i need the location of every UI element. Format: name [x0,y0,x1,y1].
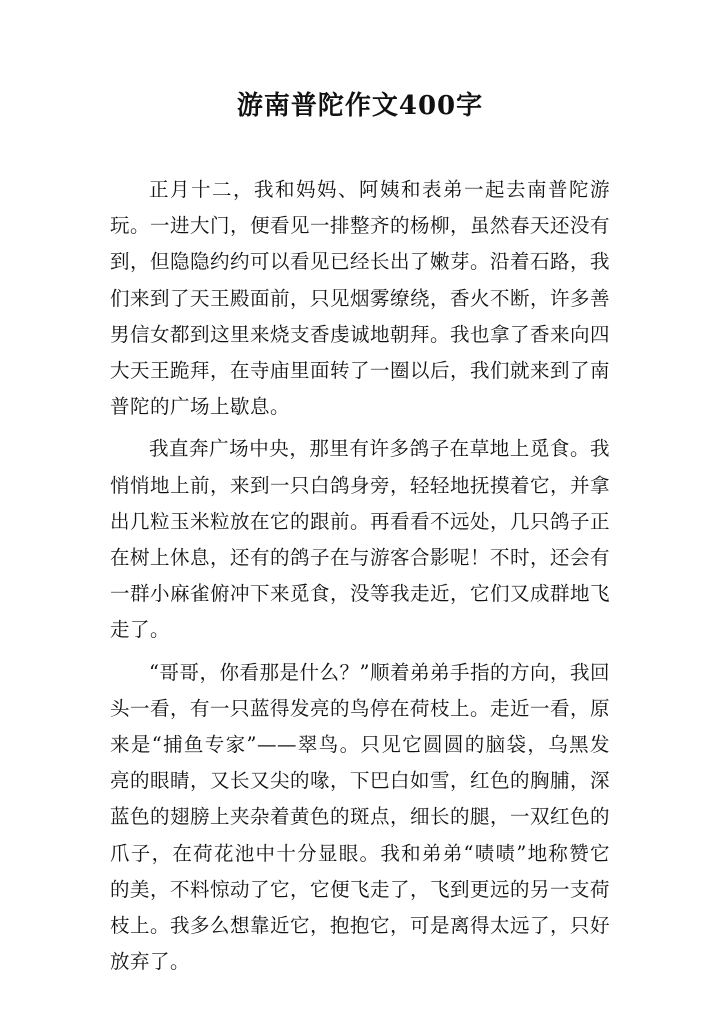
paragraph-1: 正月十二，我和妈妈、阿姨和表弟一起去南普陀游玩。一进大门，便看见一排整齐的杨柳，虽然春天还没有到，但隐隐约约可以看见已经长出了嫩芽。沿着石路，我们来到了天王殿面前，只见烟雾缭绕，香火不断，许多善男信女都到这里来烧支香虔诚地朝拜。我也拿了香来向四大天王跪拜，在寺庙里面转了一圈以后，我们就来到了南普陀的广场上歇息。 [110,178,611,419]
paragraph-2: 我直奔广场中央，那里有许多鸽子在草地上觅食。我悄悄地上前，来到一只白鸽身旁，轻轻地抚摸着它，并拿出几粒玉米粒放在它的跟前。再看看不远处，几只鸽子正在树上休息，还有的鸽子在与游客合影呢！不时，还会有一群小麻雀俯冲下来觅食，没等我走近，它们又成群地飞走了。 [110,437,611,642]
paragraph-3: “哥哥，你看那是什么？”顺着弟弟手指的方向，我回头一看，有一只蓝得发亮的鸟停在荷枝上。走近一看，原来是“捕鱼专家”——翠鸟。只见它圆圆的脑袋，乌黑发亮的眼睛，又长又尖的喙，下巴白如雪，红色的胸脯，深蓝色的翅膀上夹杂着黄色的斑点，细长的腿，一双红色的爪子，在荷花池中十分显眼。我和弟弟“啧啧”地称赞它的美，不料惊动了它，它便飞走了，飞到更远的另一支荷枝上。我多么想靠近它，抱抱它，可是离得太远了，只好放弃了。 [110,660,611,974]
document-title: 游南普陀作文400字 [236,91,484,121]
